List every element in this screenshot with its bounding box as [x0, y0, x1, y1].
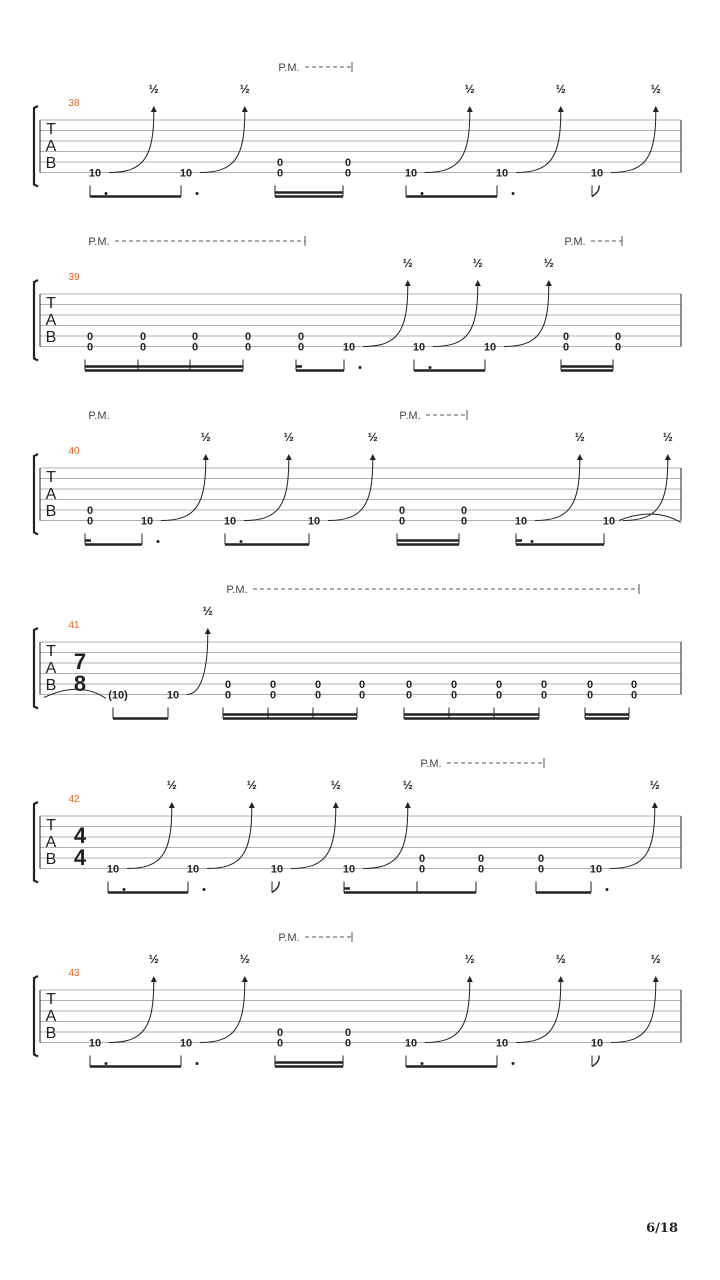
fret-number: 0	[86, 341, 94, 354]
palm-mute-label: P.M.	[278, 932, 300, 944]
fret-number: 0	[398, 505, 406, 517]
measure-number: 38	[68, 98, 80, 109]
fret-number: 10	[166, 689, 180, 702]
bend-arrow	[205, 628, 211, 634]
fret-number: 0	[495, 689, 503, 702]
fret-number: 0	[191, 341, 199, 354]
bend-amount: ½	[555, 82, 566, 96]
fret-number: 10	[179, 167, 193, 180]
bend-amount: ½	[202, 604, 213, 618]
fret-number: 0	[139, 331, 147, 343]
palm-mute-label: P.M.	[226, 584, 248, 596]
fret-number: 0	[344, 1027, 352, 1039]
bend-amount: ½	[555, 952, 566, 966]
bend-arrow	[333, 802, 339, 808]
page-number: 6/18	[646, 1221, 678, 1236]
fret-number: 10	[412, 341, 426, 354]
note-flag	[592, 186, 599, 197]
time-signature-bottom: 8	[73, 671, 87, 696]
bend-arrow	[242, 976, 248, 982]
bend-arrow	[203, 454, 209, 460]
fret-number: 0	[224, 679, 232, 691]
fret-number: 10	[223, 515, 237, 528]
fret-number: 0	[269, 679, 277, 691]
rhythm-dot	[240, 540, 243, 543]
rhythm-dot	[512, 1062, 515, 1065]
rhythm-dot	[196, 1062, 199, 1065]
fret-number: 0	[344, 167, 352, 180]
fret-number: 0	[358, 679, 366, 691]
rhythm-dot	[105, 1062, 108, 1065]
fret-number: 0	[477, 853, 485, 865]
fret-number: 0	[562, 341, 570, 354]
fret-number: 0	[540, 679, 548, 691]
fret-number: 0	[450, 679, 458, 691]
palm-mute-label: P.M.	[399, 410, 421, 422]
bend-arrow	[370, 454, 376, 460]
rhythm-dot	[359, 366, 362, 369]
system-bracket	[34, 106, 38, 187]
bend-amount: ½	[472, 256, 483, 270]
fret-number: 0	[460, 515, 468, 528]
time-signature-bottom: 4	[73, 845, 87, 870]
fret-number: 0	[405, 679, 413, 691]
fret-number: 10	[495, 1037, 509, 1050]
fret-number: 10	[307, 515, 321, 528]
tab-clef-a: A	[45, 660, 57, 677]
bend-arrow	[475, 280, 481, 286]
fret-number: 0	[244, 331, 252, 343]
bend-amount: ½	[650, 82, 661, 96]
measure-number: 42	[68, 794, 80, 805]
fret-number: 0	[86, 515, 94, 528]
fret-number: 10	[186, 863, 200, 876]
fret-number: 0	[537, 853, 545, 865]
bend-amount: ½	[662, 430, 673, 444]
bend-arrow	[467, 106, 473, 112]
fret-number: 10	[483, 341, 497, 354]
fret-number: 0	[344, 1037, 352, 1050]
rhythm-dot	[196, 192, 199, 195]
fret-number: 10	[179, 1037, 193, 1050]
fret-number: 0	[314, 689, 322, 702]
tab-clef-t: T	[46, 121, 56, 138]
palm-mute-label: P.M.	[88, 410, 110, 422]
palm-mute-label: P.M.	[564, 236, 586, 248]
fret-number: 10	[88, 1037, 102, 1050]
fret-number: 10	[270, 863, 284, 876]
fret-number: 10	[342, 863, 356, 876]
fret-number: 0	[344, 157, 352, 169]
tab-clef-b: B	[45, 329, 57, 346]
fret-number: 0	[244, 341, 252, 354]
note-flag	[592, 1056, 599, 1067]
fret-number: 0	[276, 1027, 284, 1039]
fret-number: 0	[460, 505, 468, 517]
rhythm-dot	[531, 540, 534, 543]
rhythm-dot	[606, 888, 609, 891]
bend-amount: ½	[464, 952, 475, 966]
bend-amount: ½	[246, 778, 257, 792]
fret-number: 0	[450, 689, 458, 702]
fret-number: 0	[540, 689, 548, 702]
bend-arrow	[405, 802, 411, 808]
fret-number: 10	[342, 341, 356, 354]
fret-number: 0	[297, 341, 305, 354]
fret-number: 10	[140, 515, 154, 528]
rhythm-dot	[105, 192, 108, 195]
fret-number: 0	[269, 689, 277, 702]
bend-amount: ½	[402, 256, 413, 270]
rhythm-dot	[421, 1062, 424, 1065]
bend-arrow	[169, 802, 175, 808]
fret-number: 0	[139, 341, 147, 354]
note-flag	[272, 882, 279, 893]
tab-clef-b: B	[45, 155, 57, 172]
fret-number: 10	[590, 167, 604, 180]
tab-clef-b: B	[45, 1025, 57, 1042]
fret-number: 0	[224, 689, 232, 702]
fret-number: 10	[88, 167, 102, 180]
fret-number: 10	[404, 167, 418, 180]
measure-number: 39	[68, 272, 80, 283]
fret-number: 0	[405, 689, 413, 702]
rhythm-dot	[157, 540, 160, 543]
palm-mute-label: P.M.	[420, 758, 442, 770]
fret-number: 0	[297, 331, 305, 343]
tab-clef-t: T	[46, 817, 56, 834]
bend-arrow	[546, 280, 552, 286]
measure-number: 40	[68, 446, 80, 457]
bend-arrow	[653, 976, 659, 982]
palm-mute-label: P.M.	[278, 62, 300, 74]
tab-clef-t: T	[46, 295, 56, 312]
time-signature-top: 4	[73, 823, 87, 848]
fret-number: 0	[86, 505, 94, 517]
fret-number: 0	[562, 331, 570, 343]
bend-arrow	[665, 454, 671, 460]
fret-number: 10	[514, 515, 528, 528]
fret-number: 0	[495, 679, 503, 691]
bend-amount: ½	[239, 82, 250, 96]
fret-number: 0	[586, 689, 594, 702]
bend-arrow	[151, 976, 157, 982]
system-bracket	[34, 280, 38, 361]
measure-number: 43	[68, 968, 80, 979]
bend-amount: ½	[402, 778, 413, 792]
fret-number: 0	[614, 341, 622, 354]
tab-clef-t: T	[46, 991, 56, 1008]
bend-amount: ½	[239, 952, 250, 966]
bend-amount: ½	[543, 256, 554, 270]
rhythm-dot	[512, 192, 515, 195]
bend-arrow	[467, 976, 473, 982]
system-bracket	[34, 802, 38, 883]
bend-arrow	[242, 106, 248, 112]
bend-amount: ½	[574, 430, 585, 444]
fret-number: 0	[191, 331, 199, 343]
system-bracket	[34, 454, 38, 535]
bend-arrow	[558, 106, 564, 112]
bend-arrow	[151, 106, 157, 112]
palm-mute-label: P.M.	[88, 236, 110, 248]
fret-number: 10	[495, 167, 509, 180]
fret-number: 0	[276, 157, 284, 169]
rhythm-dot	[203, 888, 206, 891]
fret-number: 10	[590, 1037, 604, 1050]
fret-number: 10	[602, 515, 616, 528]
fret-number: 0	[86, 331, 94, 343]
time-signature-top: 7	[73, 649, 87, 674]
fret-number: 0	[398, 515, 406, 528]
fret-number: 0	[276, 167, 284, 180]
fret-number: 0	[586, 679, 594, 691]
measure-number: 41	[68, 620, 80, 631]
fret-number: 0	[537, 863, 545, 876]
tab-clef-a: A	[45, 138, 57, 155]
fret-number: 0	[418, 853, 426, 865]
bend-amount: ½	[200, 430, 211, 444]
bend-amount: ½	[367, 430, 378, 444]
fret-number: (10)	[108, 689, 128, 702]
tab-clef-a: A	[45, 312, 57, 329]
rhythm-dot	[421, 192, 424, 195]
fret-number: 10	[404, 1037, 418, 1050]
bend-arrow	[653, 106, 659, 112]
system-bracket	[34, 976, 38, 1057]
bend-arrow	[652, 802, 658, 808]
fret-number: 0	[477, 863, 485, 876]
fret-number: 0	[358, 689, 366, 702]
bend-amount: ½	[283, 430, 294, 444]
bend-amount: ½	[650, 952, 661, 966]
fret-number: 0	[614, 331, 622, 343]
bend-amount: ½	[649, 778, 660, 792]
system-bracket	[34, 628, 38, 709]
rhythm-dot	[429, 366, 432, 369]
tab-clef-t: T	[46, 469, 56, 486]
bend-arrow	[577, 454, 583, 460]
fret-number: 0	[418, 863, 426, 876]
fret-number: 10	[106, 863, 120, 876]
tab-clef-b: B	[45, 677, 57, 694]
bend-amount: ½	[464, 82, 475, 96]
bend-amount: ½	[148, 952, 159, 966]
fret-number: 0	[630, 679, 638, 691]
fret-number: 0	[314, 679, 322, 691]
tab-clef-t: T	[46, 643, 56, 660]
fret-number: 0	[630, 689, 638, 702]
tab-clef-a: A	[45, 1008, 57, 1025]
tab-clef-b: B	[45, 851, 57, 868]
bend-arrow	[249, 802, 255, 808]
fret-number: 10	[589, 863, 603, 876]
tab-clef-b: B	[45, 503, 57, 520]
bend-arrow	[558, 976, 564, 982]
fret-number: 0	[276, 1037, 284, 1050]
rhythm-dot	[123, 888, 126, 891]
bend-amount: ½	[148, 82, 159, 96]
bend-arrow	[405, 280, 411, 286]
bend-amount: ½	[166, 778, 177, 792]
bend-arrow	[286, 454, 292, 460]
bend-amount: ½	[330, 778, 341, 792]
tab-clef-a: A	[45, 834, 57, 851]
tab-clef-a: A	[45, 486, 57, 503]
